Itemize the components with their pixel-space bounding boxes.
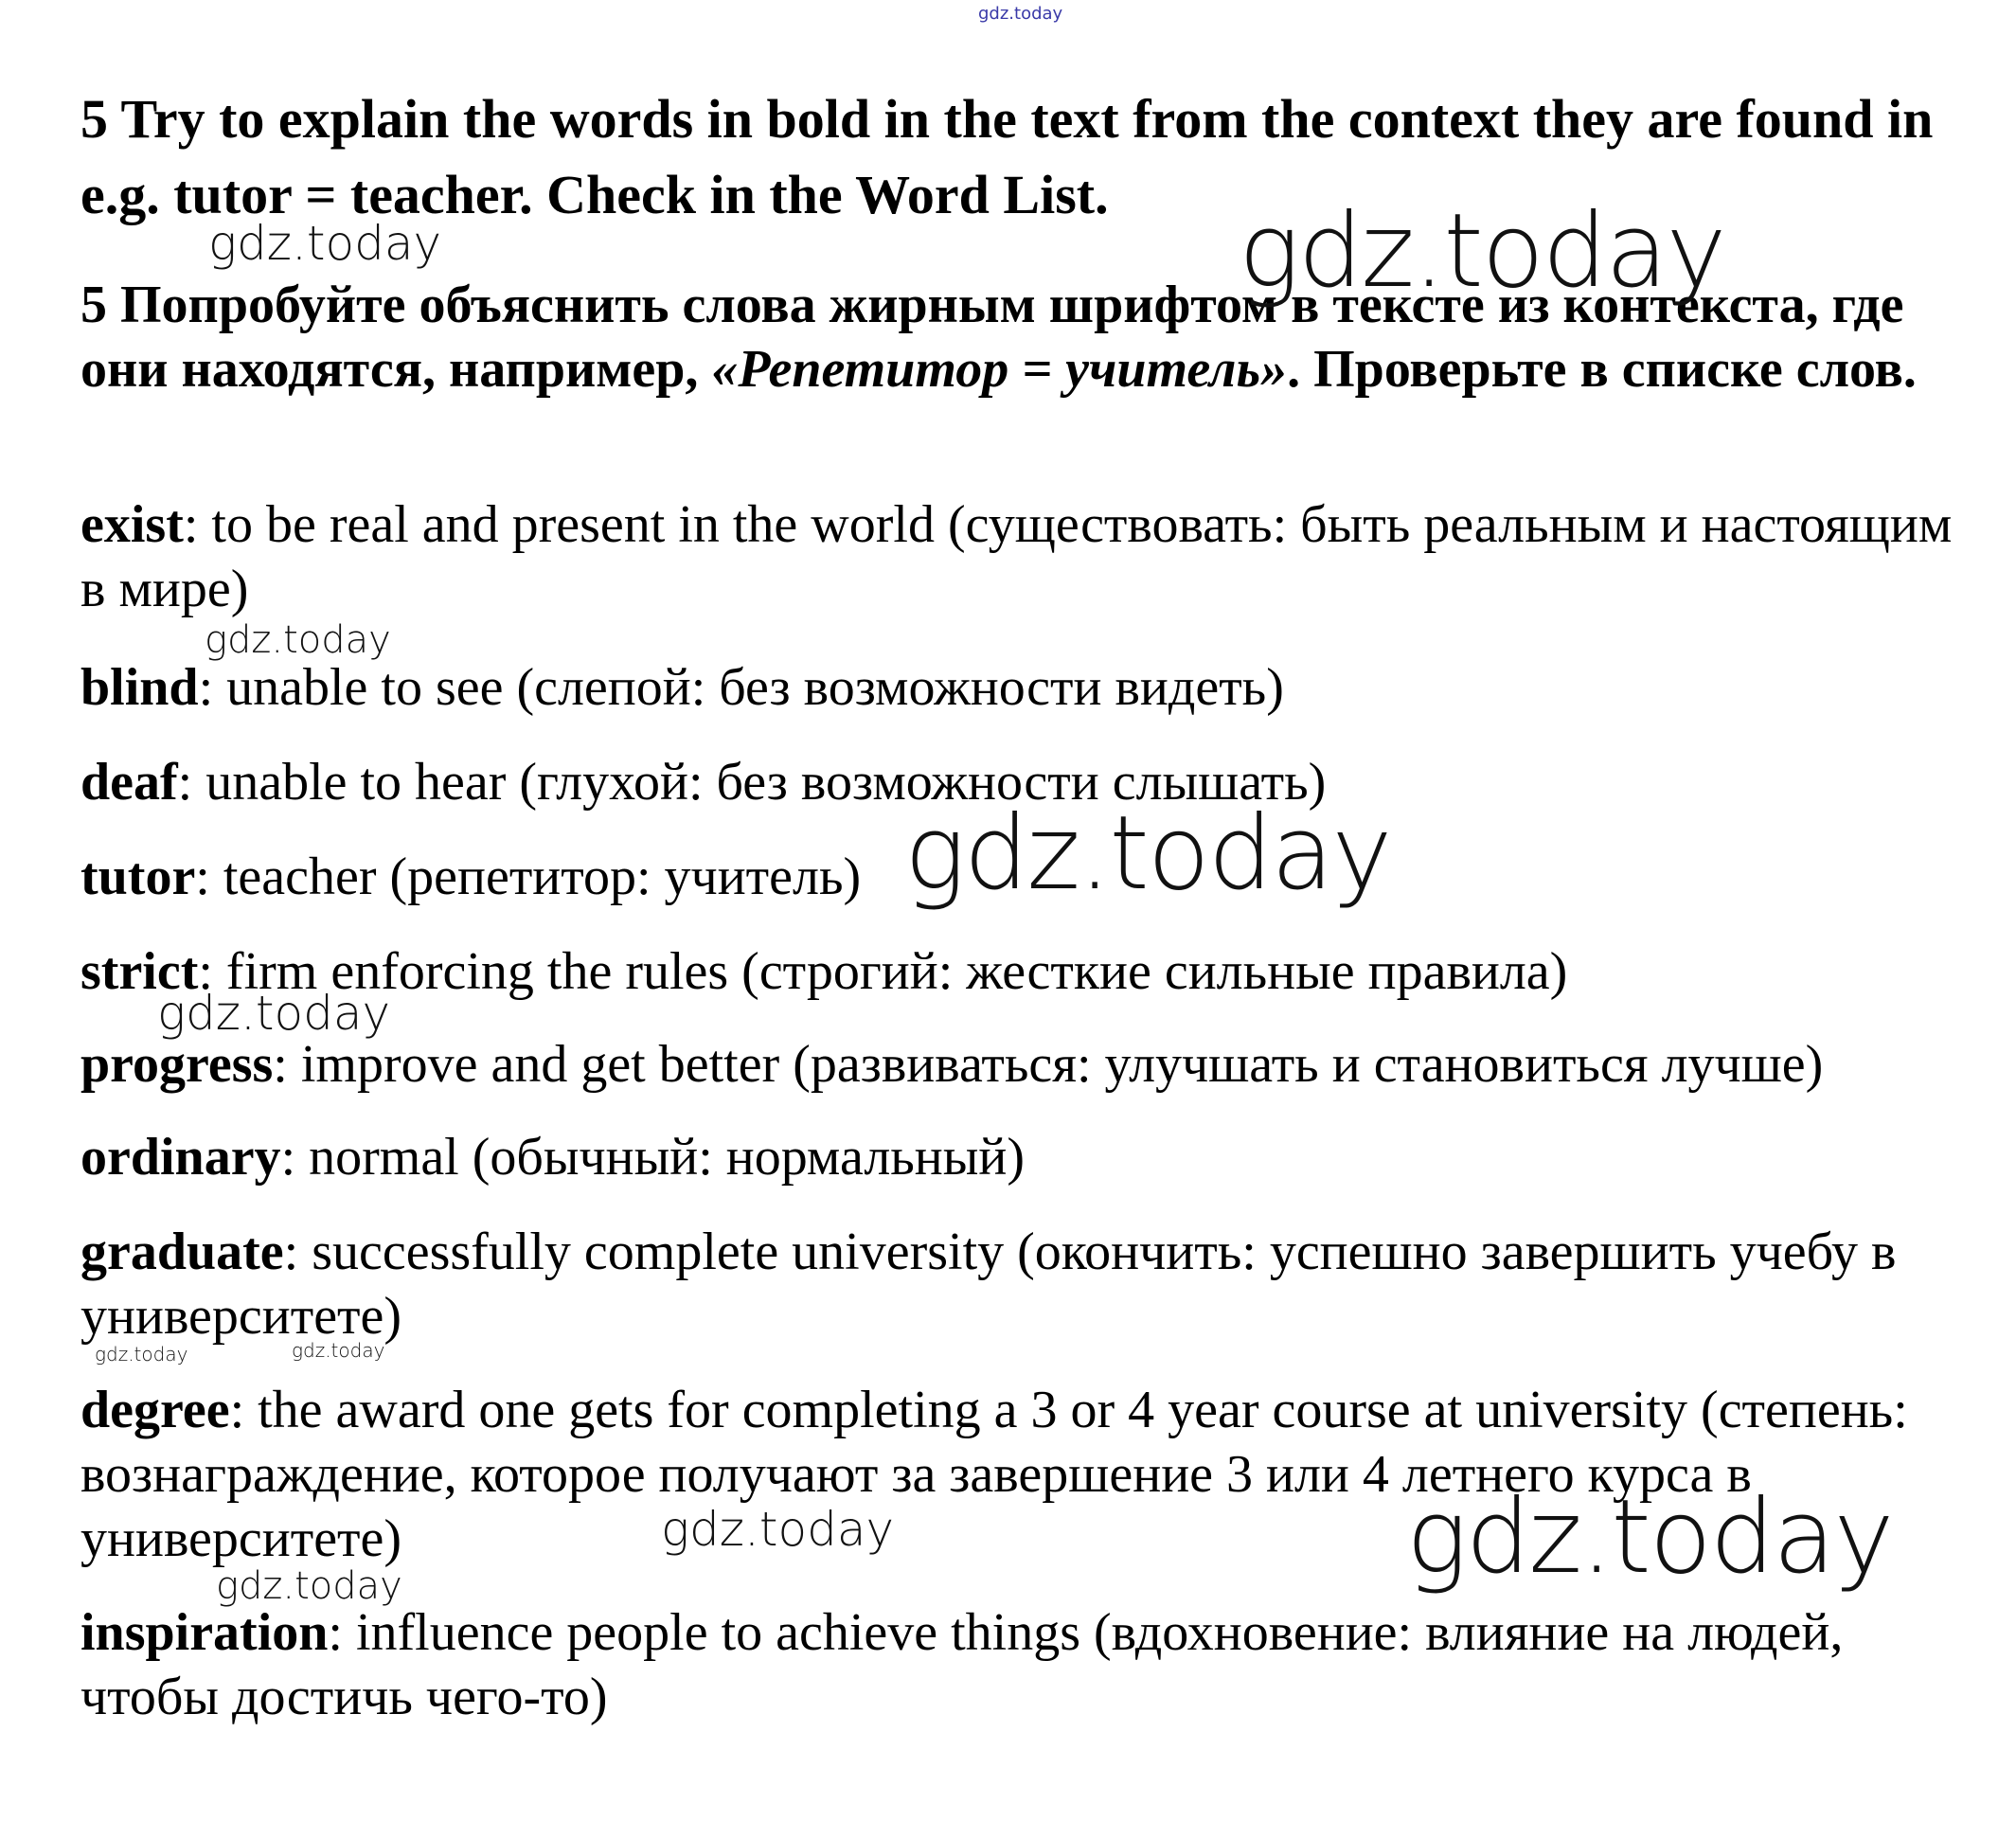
- watermark-large: gdz.today: [1406, 1478, 1893, 1597]
- watermark-small: gdz.today: [292, 1339, 385, 1362]
- entry-definition: : improve and get better (развиваться: улучшать и становиться лучше): [273, 1035, 1824, 1094]
- word-entry-strict: [80, 939, 1974, 1004]
- entry-term: ordinary: [80, 1128, 281, 1187]
- word-entry-ordinary: [80, 1125, 1974, 1189]
- watermark: gdz.today: [157, 986, 391, 1041]
- task-russian-example: «Репетитор = учитель»: [711, 340, 1288, 399]
- entry-definition: : firm enforcing the rules (строгий: жесткие сильные правила): [198, 942, 1568, 1001]
- entry-definition: : to be real and present in the world (существовать: быть реальным и настоящим в мире): [80, 495, 1953, 618]
- task-instruction-russian: [80, 273, 1974, 402]
- entry-definition: : unable to see (слепой: без возможности видеть): [198, 658, 1284, 717]
- entry-term: inspiration: [80, 1603, 329, 1662]
- task-russian-before: 5 Попробуйте объяснить слова жирным шрифтом в тексте из контекста, где они находятся, например,: [80, 276, 1904, 399]
- word-entry-blind: [80, 655, 1974, 720]
- entry-term: exist: [80, 495, 184, 554]
- word-entry-graduate: [80, 1220, 1974, 1348]
- word-entry-exist: [80, 492, 1974, 621]
- word-entry-inspiration: [80, 1600, 1974, 1729]
- header-watermark: gdz.today: [978, 4, 1063, 24]
- word-entry-degree: [80, 1378, 1974, 1571]
- entry-definition: : unable to hear (глухой: без возможности слышать): [177, 753, 1327, 812]
- entry-definition: : teacher (репетитор: учитель): [195, 848, 862, 906]
- entry-term: deaf: [80, 753, 178, 812]
- word-entry-tutor: [80, 845, 1974, 909]
- entry-definition: : influence people to achieve things (вдохновение: влияние на людей, чтобы достичь чего-то): [80, 1603, 1844, 1726]
- watermark-large: gdz.today: [904, 794, 1391, 913]
- watermark-large: gdz.today: [1239, 192, 1725, 311]
- watermark: gdz.today: [208, 216, 442, 271]
- entry-definition: : successfully complete university (окончить: успешно завершить учебу в университете): [80, 1223, 1897, 1346]
- entry-definition: : normal (обычный: нормальный): [280, 1128, 1026, 1187]
- watermark: gdz.today: [205, 618, 391, 662]
- word-entry-progress: [80, 1032, 1974, 1097]
- watermark: gdz.today: [661, 1502, 895, 1557]
- entry-term: graduate: [80, 1223, 284, 1281]
- watermark: gdz.today: [216, 1564, 402, 1608]
- task-instruction-english: 5 Try to explain the words in bold in the text from the context they are found in e.g. tutor = teacher. Check in the Word List.: [80, 88, 1934, 225]
- entry-term: progress: [80, 1035, 274, 1094]
- word-entry-deaf: [80, 750, 1974, 814]
- entry-term: degree: [80, 1381, 230, 1439]
- entry-term: blind: [80, 658, 199, 717]
- task-russian-after: . Проверьте в списке слов.: [1287, 340, 1917, 399]
- entry-term: tutor: [80, 848, 196, 906]
- entry-definition: : the award one gets for completing a 3 or 4 year course at university (степень: вознаграждение, которое получают за завершение 3 или 4 летнего курса в университете): [80, 1381, 1908, 1568]
- entry-term: strict: [80, 942, 199, 1001]
- watermark-small: gdz.today: [95, 1343, 188, 1366]
